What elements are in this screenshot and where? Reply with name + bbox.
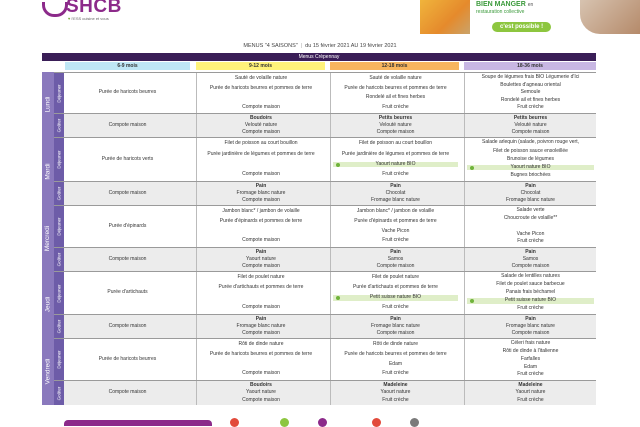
meal-label-gouter <box>54 182 64 205</box>
snack-row <box>42 247 596 271</box>
meal-label-text: Déjeuner <box>56 150 62 169</box>
menu-item: Samos <box>387 255 404 262</box>
day-label-mardi <box>42 137 54 205</box>
menu-cell <box>65 206 190 247</box>
menu-cell <box>330 73 460 113</box>
snack-row <box>42 181 596 205</box>
menu-title: MENUS "4 SAISONS" <box>243 43 298 49</box>
menu-cell <box>196 315 325 338</box>
menu-cell <box>196 339 325 380</box>
age-header-18-36: 18-36 mois <box>464 62 596 70</box>
menu-item: Compote maison <box>242 237 280 244</box>
menu-item: Vache Picon <box>516 230 545 237</box>
menu-cell <box>196 182 325 205</box>
meal-label-dejeuner <box>54 339 64 380</box>
menu-item: Fromage blanc nature <box>371 196 420 203</box>
menu-cell <box>196 114 325 137</box>
menu-item: Purée de haricots beurres et pommes de terre <box>209 350 313 357</box>
menu-cell <box>196 206 325 247</box>
menu-item: Pain <box>390 248 401 255</box>
footer-logos <box>0 414 640 426</box>
menu-item: Compote maison <box>511 262 550 269</box>
menu-cell <box>196 248 325 271</box>
menu-item: Petit suisse nature BIO <box>467 298 594 304</box>
menu-cell <box>464 206 596 247</box>
banner-food-image <box>420 0 470 34</box>
lunch-row <box>42 205 596 247</box>
menu-item: Samos <box>522 255 539 262</box>
menu-item <box>199 229 323 235</box>
menu-item: Pain <box>255 315 267 322</box>
logo-tagline-text: l'ESS cuisine et vous <box>71 16 109 21</box>
menu-item: Filet de poulet nature <box>372 274 419 281</box>
menu-item: Boudoirs <box>250 114 272 121</box>
banner-child-image <box>580 0 640 34</box>
menu-cell <box>330 339 460 380</box>
menu-item: Fruit crèche <box>517 371 544 378</box>
menu-item: Fruit crèche <box>382 171 409 178</box>
banner-title-text: BIEN MANGER <box>476 1 526 8</box>
menu-item: Fromage blanc nature <box>236 189 286 196</box>
menu-item: Compote maison <box>242 304 280 311</box>
menu-item: Salade verte <box>516 207 545 214</box>
banner-subtitle: restauration collective <box>476 9 525 15</box>
menu-band: Menus Crèpennay <box>42 53 596 61</box>
menu-item: Purée de haricots verts <box>101 155 154 162</box>
meal-label-text: Déjeuner <box>56 350 62 369</box>
menu-item: Pain <box>525 182 536 189</box>
menu-item: Compote maison <box>108 121 147 128</box>
day-label-text: Mardi <box>44 162 52 180</box>
age-header-6-9: 6-9 mois <box>65 62 190 70</box>
menu-item <box>199 362 323 368</box>
menu-item: Fruit crèche <box>517 396 544 403</box>
day-label-text: Mercredi <box>44 225 52 251</box>
menu-item: Purée d'artichauts et pommes de terre <box>353 284 438 291</box>
day-label-vendredi <box>42 338 54 405</box>
promo-banner <box>420 0 640 34</box>
menu-item: Jambon blanc* / jambon de volaille <box>222 208 300 215</box>
menu-item: Compote maison <box>108 322 147 329</box>
menu-item: Filet de poisson sauce ensoleillée <box>493 147 568 154</box>
menu-item: Yaourt nature <box>515 389 546 396</box>
menu-item <box>199 162 323 168</box>
day-label-text: Lundi <box>44 96 52 113</box>
menu-cell <box>464 248 596 271</box>
menu-item <box>199 95 323 101</box>
lunch-row <box>42 137 596 181</box>
menu-item: Yaourt nature <box>246 389 276 396</box>
menu-item: Salade arlequin (salade, poivron rouge vert, <box>481 139 579 146</box>
meal-label-gouter <box>54 381 64 405</box>
menu-item: Compote maison <box>242 196 280 203</box>
menu-item: Fromage blanc nature <box>236 322 286 329</box>
menu-item: Rondelé ail et fines herbes <box>365 94 426 100</box>
menu-item: Chocolat <box>385 189 406 196</box>
footer-bar <box>64 420 212 426</box>
menu-item: Soupe de légumes frais BIO Légumerie d'Ici <box>481 74 580 81</box>
menu-item: Rôti de dinde nature <box>372 341 419 348</box>
banner-title-small: en <box>527 2 534 8</box>
menu-item: Céleri frais nature <box>510 340 551 347</box>
menu-cell <box>464 315 596 338</box>
menu-item: Yaourt nature <box>246 255 276 262</box>
heart-icon: ♥ <box>68 16 71 21</box>
snack-row <box>42 380 596 405</box>
menu-item: Fromage blanc nature <box>371 322 420 329</box>
menu-cell <box>464 138 596 181</box>
menu-item: Yaourt nature BIO <box>333 162 458 168</box>
menu-item: Purée jardinière de légumes et pommes de terre <box>207 150 315 157</box>
menu-item: Filet de poulet nature <box>237 274 285 281</box>
menu-cell <box>196 73 325 113</box>
day-label-text: Jeudi <box>44 296 52 313</box>
menu-item: Fruit crèche <box>382 103 409 110</box>
menu-item: Compote maison <box>376 128 415 135</box>
caption-separator: | <box>300 43 303 49</box>
menu-item: Petits beurres <box>513 114 548 121</box>
menu-cell <box>65 315 190 338</box>
menu-item: Purée de haricots beurres <box>98 355 157 362</box>
menu-item: Compote maison <box>242 329 280 336</box>
menu-item: Compote maison <box>242 128 280 135</box>
menu-item: Velouté nature <box>379 121 412 128</box>
menu-item: Fromage blanc nature <box>506 196 555 203</box>
menu-item: Madeleine <box>518 381 543 388</box>
meal-label-gouter <box>54 114 64 137</box>
menu-item: Pain <box>525 315 536 322</box>
menu-item: Pain <box>255 248 267 255</box>
menu-cell <box>330 381 460 405</box>
menu-item: Compote maison <box>242 103 280 110</box>
menu-item: Pain <box>525 248 536 255</box>
menu-item: Fromage blanc nature <box>506 322 555 329</box>
menu-item: Chocolat <box>520 189 541 196</box>
menu-caption <box>0 43 640 49</box>
menu-item: Brunoise de légumes <box>507 155 554 162</box>
menu-item: Purée d'épinards <box>108 222 147 229</box>
meal-label-dejeuner <box>54 206 64 247</box>
menu-item: Purée de haricots beurres et pommes de terre <box>209 84 313 91</box>
age-header-9-12: 9-12 mois <box>196 62 325 70</box>
menu-item: Compote maison <box>242 171 280 178</box>
menu-item: Purée de haricots beurres et pommes de terre <box>344 84 447 91</box>
menu-item: Panais frais béchamel <box>505 289 556 296</box>
menu-item: Pain <box>390 315 401 322</box>
menu-item: Choucroute de volaille** <box>503 214 558 221</box>
menu-cell <box>65 339 190 380</box>
menu-cell <box>330 182 460 205</box>
banner-text <box>476 1 580 34</box>
menu-item: Bugnes briochées <box>510 172 551 179</box>
snack-row <box>42 113 596 137</box>
meal-label-dejeuner <box>54 138 64 181</box>
menu-item: Fruit crèche <box>382 396 409 403</box>
menu-item: Boulettes d'agneau oriental <box>500 81 561 88</box>
menu-cell <box>330 206 460 247</box>
menu-item: Compote maison <box>511 128 550 135</box>
meal-label-text: Déjeuner <box>56 83 62 103</box>
menu-item: Purée de haricots beurres et pommes de terre <box>344 350 447 357</box>
menu-item: Petit suisse nature BIO <box>333 295 458 301</box>
logo-mark-icon <box>42 2 68 17</box>
menu-item: Rondelé ail et fines herbes <box>500 96 561 103</box>
menu-item: Madeleine <box>383 381 408 388</box>
day-label-mercredi <box>42 205 54 271</box>
menu-item: Compote maison <box>511 329 550 336</box>
day-label-text: Vendredi <box>44 358 52 385</box>
menu-item: Compote maison <box>376 329 415 336</box>
menu-cell <box>464 73 596 113</box>
menu-item: Purée d'artichauts <box>107 289 148 296</box>
menu-item: Pain <box>255 182 267 189</box>
meal-label-text: Déjeuner <box>56 217 62 236</box>
menu-item: Purée d'épinards et pommes de terre <box>219 217 303 224</box>
shcb-logo <box>42 0 162 24</box>
meal-label-dejeuner <box>54 272 64 314</box>
lunch-row <box>42 72 596 113</box>
day-label-lundi <box>42 72 54 137</box>
menu-item: Purée d'épinards et pommes de terre <box>354 217 437 224</box>
menu-item: Edam <box>388 360 403 367</box>
menu-item: Fruit crèche <box>517 305 544 312</box>
meal-label-text: Goûter <box>56 118 62 133</box>
menu-item: Compote maison <box>376 262 415 269</box>
menu-cell <box>65 381 190 405</box>
menu-item: Compote maison <box>242 396 280 403</box>
menu-cell <box>65 248 190 271</box>
menu-cell <box>65 114 190 137</box>
menu-item: Compote maison <box>242 370 280 377</box>
menu-item: Compote maison <box>108 189 147 196</box>
menu-item: Fruit crèche <box>517 104 544 111</box>
menu-item: Purée d'artichauts et pommes de terre <box>218 284 304 291</box>
menu-item <box>467 224 594 230</box>
menu-item: Fruit crèche <box>517 238 544 245</box>
menu-item: Petits beurres <box>378 114 413 121</box>
menu-item: Filet de poisson au court bouillon <box>358 140 433 147</box>
menu-item: Farfalles <box>520 355 541 362</box>
menu-item: Edam <box>523 363 538 370</box>
meal-label-dejeuner <box>54 73 64 113</box>
meal-label-text: Goûter <box>56 252 62 267</box>
menu-item: Rôti de dinde à l'italienne <box>502 347 559 354</box>
menu-cell <box>330 114 460 137</box>
meal-label-gouter <box>54 248 64 271</box>
menu-item: Purée de haricots beurres <box>98 89 157 96</box>
menu-item: Yaourt nature BIO <box>467 165 594 171</box>
logo-tagline <box>68 16 109 21</box>
menu-item: Filet de poulet sauce barbecue <box>496 281 565 288</box>
menu-cell <box>464 272 596 314</box>
menu-item: Velouté nature <box>244 121 278 128</box>
menu-cell <box>464 381 596 405</box>
banner-title <box>476 1 580 8</box>
menu-item: Compote maison <box>108 389 147 396</box>
meal-label-text: Déjeuner <box>56 283 62 303</box>
menu-cell <box>65 182 190 205</box>
menu-item: Sauté de volaille nature <box>369 75 422 81</box>
menu-grid <box>42 72 596 409</box>
menu-item: Salade de lentilles natures <box>501 273 560 280</box>
menu-item: Velouté nature <box>514 121 547 128</box>
menu-item: Purée jardinière de légumes et pommes de terre <box>341 150 450 157</box>
meal-label-text: Goûter <box>56 186 62 201</box>
snack-row <box>42 314 596 338</box>
meal-label-text: Goûter <box>56 319 62 334</box>
menu-cell <box>464 182 596 205</box>
day-label-jeudi <box>42 271 54 338</box>
menu-cell <box>65 73 190 113</box>
menu-item <box>199 295 323 301</box>
menu-item: Fruit crèche <box>382 370 409 377</box>
lunch-row <box>42 271 596 314</box>
menu-item: Jambon blanc* / jambon de volaille <box>356 208 435 215</box>
menu-cell <box>330 248 460 271</box>
menu-item: Compote maison <box>108 255 147 262</box>
menu-cell <box>196 272 325 314</box>
menu-cell <box>196 138 325 181</box>
logo-text: SHCB <box>66 0 122 17</box>
menu-cell <box>65 272 190 314</box>
banner-button[interactable]: c'est possible ! <box>492 22 551 32</box>
menu-item: Vache Picon <box>381 227 410 234</box>
menu-item: Compote maison <box>242 262 280 269</box>
menu-cell <box>464 339 596 380</box>
menu-item: Boudoirs <box>250 381 272 388</box>
menu-item: Sauté de volaille nature <box>234 75 288 81</box>
menu-cell <box>330 272 460 314</box>
menu-item: Fruit crèche <box>382 237 409 244</box>
meal-label-gouter <box>54 315 64 338</box>
menu-cell <box>65 138 190 181</box>
menu-dates: du 15 février 2021 AU 19 février 2021 <box>305 43 397 49</box>
menu-item: Semoule <box>520 89 541 96</box>
menu-cell <box>464 114 596 137</box>
menu-item: Rôti de dinde nature <box>238 341 284 348</box>
menu-item: Pain <box>390 182 401 189</box>
menu-item: Filet de poisson au court bouillon <box>224 140 298 147</box>
menu-cell <box>196 381 325 405</box>
menu-item: Yaourt nature <box>380 389 411 396</box>
menu-item: Fruit crèche <box>382 304 409 311</box>
menu-cell <box>330 138 460 181</box>
meal-label-text: Goûter <box>56 386 62 400</box>
lunch-row <box>42 338 596 380</box>
age-header-12-18: 12-18 mois <box>330 62 459 70</box>
menu-cell <box>330 315 460 338</box>
